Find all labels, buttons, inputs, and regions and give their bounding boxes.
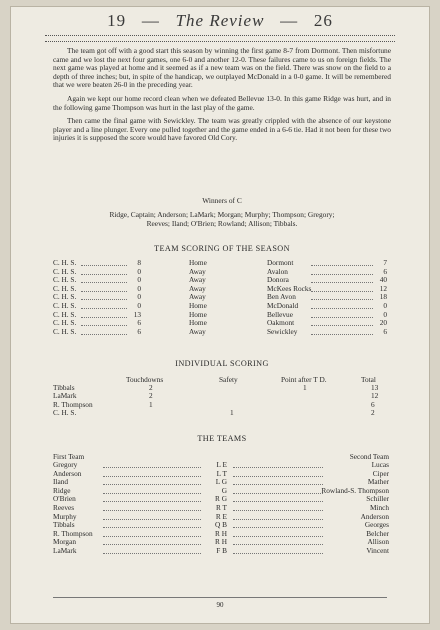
header-left-number: 19 (107, 11, 127, 30)
first-team-player: Murphy (53, 511, 77, 521)
footer-rule (53, 597, 387, 598)
scorer-name: Tibbals (53, 383, 75, 392)
dot-leader (103, 547, 201, 554)
opponent-score: 12 (379, 283, 387, 293)
opponent-score: 0 (383, 309, 387, 319)
page-number: 90 (216, 601, 224, 609)
dot-leader (233, 478, 323, 485)
dot-leader (311, 319, 373, 326)
second-team-player: Belcher (366, 528, 389, 538)
score-place: Home (189, 318, 207, 328)
score-opponent: Avalon (267, 266, 288, 276)
dot-leader (81, 328, 127, 335)
score-place: Away (189, 275, 206, 285)
position: F B (216, 546, 227, 555)
second-team-player: Minch (369, 503, 389, 512)
paragraph-1: The team got off with a good start this season by winning the first game 8-7 from Dormont. Then misfortune came and we lost the next four games, one 6-0 and another 12-0. These failures came to us on foreign fields. The next game was played at home and it seemed as if a new team was on the field. There was snow on the field to a depth of three inches; but, in spite of the handicap, we outplayed McDonald in a 0-0 game. It will be remembered that we were beaten 26-0 in the preceding year. (53, 46, 391, 90)
header-rule (45, 35, 395, 42)
second-team-player: Rowland-S. Thompson (321, 485, 389, 495)
scorer-name: LaMark (53, 391, 77, 401)
team-scoring-heading: TEAM SCORING OF THE SEASON (154, 244, 290, 253)
score-value: 13 (133, 309, 141, 319)
position: L G (215, 477, 227, 487)
dot-leader (103, 470, 201, 477)
score-value: 0 (137, 275, 141, 285)
scorer-name: R. Thompson (53, 399, 93, 409)
second-team-player: Lucas (371, 460, 389, 469)
dot-leader (311, 328, 373, 335)
page-header (11, 11, 429, 31)
dot-leader (311, 285, 373, 292)
score-team: C. H. S. (53, 275, 77, 285)
score-value: 6 (137, 318, 141, 328)
first-team-player: Anderson (53, 468, 82, 478)
first-team-player: Gregory (53, 460, 78, 469)
article-body (53, 47, 391, 148)
dot-leader (103, 513, 201, 520)
opponent-score: 20 (379, 318, 387, 328)
safety-header: Safety (219, 375, 238, 384)
score-opponent: Ben Avon (267, 292, 296, 302)
dot-leader (81, 276, 127, 283)
score-value: 0 (137, 301, 141, 310)
score-place: Home (189, 301, 207, 310)
score-team: C. H. S. (53, 292, 77, 302)
score-place: Home (189, 309, 207, 319)
dot-leader (311, 302, 373, 309)
position: R H (215, 537, 227, 547)
second-team-player: Anderson (360, 511, 389, 521)
scorer-pat: 1 (303, 383, 307, 392)
opponent-score: 0 (383, 301, 387, 310)
score-value: 0 (137, 266, 141, 276)
dot-leader (233, 495, 323, 502)
touchdowns-header: Touchdowns (126, 375, 164, 384)
scorer-total: 13 (371, 383, 379, 392)
dot-leader (81, 293, 127, 300)
dot-leader (233, 538, 323, 545)
dot-leader (233, 513, 323, 520)
header-dash-right: — (280, 11, 299, 30)
scorer-td: 2 (149, 383, 153, 392)
second-team-label: Second Team (349, 452, 389, 461)
position: G (221, 485, 227, 495)
scorer-safety: 1 (230, 408, 234, 418)
score-place: Away (189, 292, 206, 302)
dot-leader (103, 461, 201, 468)
first-team-player: LaMark (53, 546, 77, 555)
dot-leader (103, 530, 201, 537)
header-dash-left: — (141, 11, 160, 30)
first-team-player: Tibbals (53, 520, 75, 530)
second-team-player: Allison (367, 537, 389, 547)
second-team-player: Georges (364, 520, 389, 530)
dot-leader (233, 487, 323, 494)
first-team-player: R. Thompson (53, 528, 93, 538)
score-opponent: Donora (267, 275, 289, 285)
teams-heading: THE TEAMS (197, 434, 247, 443)
paragraph-2: Again we kept our home record clean when we defeated Bellevue 13-0. In this game Ridge was hurt, and in the following game Thompson was hurt in the last play of the game. (53, 93, 391, 112)
dot-leader (81, 302, 127, 309)
dot-leader (103, 504, 201, 511)
opponent-score: 6 (383, 326, 387, 336)
dot-leader (311, 311, 373, 318)
scorer-total: 6 (371, 399, 375, 409)
first-team-player: O'Brien (53, 494, 76, 504)
first-team-player: Morgan (53, 537, 76, 547)
score-opponent: Bellevue (267, 309, 293, 319)
score-value: 8 (137, 258, 141, 267)
scorer-td: 1 (149, 399, 153, 409)
first-team-player: Ridge (53, 485, 71, 495)
score-opponent: McKees Rocks (267, 283, 312, 293)
dot-leader (233, 530, 323, 537)
score-opponent: Dormont (267, 258, 294, 267)
position: R E (215, 511, 227, 521)
dot-leader (103, 495, 201, 502)
score-team: C. H. S. (53, 326, 77, 336)
score-value: 0 (137, 283, 141, 293)
total-header: Total (361, 375, 376, 384)
dot-leader (81, 268, 127, 275)
dot-leader (311, 259, 373, 266)
score-place: Home (189, 258, 207, 267)
dot-leader (81, 259, 127, 266)
second-team-player: Ciper (372, 468, 389, 478)
score-team: C. H. S. (53, 301, 77, 310)
second-team-player: Schiller (366, 494, 389, 504)
scorer-total: 2 (371, 408, 375, 418)
opponent-score: 18 (379, 292, 387, 302)
score-team: C. H. S. (53, 309, 77, 319)
dot-leader (81, 319, 127, 326)
second-team-player: Vincent (366, 546, 389, 555)
position: R T (215, 503, 227, 512)
dot-leader (311, 276, 373, 283)
score-value: 0 (137, 292, 141, 302)
score-opponent: Sewickley (267, 326, 298, 336)
score-place: Away (189, 266, 206, 276)
winners-line-2: Reeves; Iland; O'Brien; Rowland; Allison; Tibbals. (146, 219, 298, 228)
dot-leader (233, 504, 323, 511)
position: R G (215, 494, 227, 504)
dot-leader (311, 268, 373, 275)
score-team: C. H. S. (53, 266, 77, 276)
header-title: The Review (175, 11, 265, 30)
second-team-player: Mather (367, 477, 389, 487)
dot-leader (81, 285, 127, 292)
first-team-label: First Team (53, 452, 85, 461)
winners-line-1: Ridge, Captain; Anderson; LaMark; Morgan; Murphy; Thompson; Gregory; (109, 210, 335, 219)
score-team: C. H. S. (53, 258, 77, 267)
dot-leader (81, 311, 127, 318)
header-right-number: 26 (313, 11, 333, 30)
scorer-td: 2 (149, 391, 153, 401)
score-place: Away (189, 283, 206, 293)
dot-leader (233, 547, 323, 554)
score-opponent: McDonald (267, 301, 299, 310)
dot-leader (233, 470, 323, 477)
dot-leader (233, 521, 323, 528)
position: R H (215, 528, 227, 538)
position: Q B (215, 520, 227, 530)
dot-leader (233, 461, 323, 468)
scorer-total: 12 (371, 391, 379, 401)
dot-leader (311, 293, 373, 300)
first-team-player: Iland (53, 477, 68, 487)
opponent-score: 40 (379, 275, 387, 285)
opponent-score: 7 (383, 258, 387, 267)
opponent-score: 6 (383, 266, 387, 276)
score-place: Away (189, 326, 206, 336)
dot-leader (103, 478, 201, 485)
page (10, 6, 430, 624)
individual-scoring-heading: INDIVIDUAL SCORING (175, 359, 269, 368)
position: L E (216, 460, 227, 469)
dot-leader (103, 521, 201, 528)
score-team: C. H. S. (53, 318, 77, 328)
score-value: 6 (137, 326, 141, 336)
scorer-name: C. H. S. (53, 408, 77, 418)
point-after-td-header: Point after T D. (281, 375, 327, 384)
winners-title: Winners of C (202, 196, 242, 205)
first-team-player: Reeves (53, 503, 75, 512)
dot-leader (103, 538, 201, 545)
position: L T (216, 468, 227, 478)
score-team: C. H. S. (53, 283, 77, 293)
score-opponent: Oakmont (267, 318, 295, 328)
paragraph-3: Then came the final game with Sewickley. The team was greatly crippled with the absence of our keystone player and a line plunger. Every one pulled together and the game ended in a 6-6 tie. Had it not been for these two injuries it is supposed the score would have favored Old Cory. (53, 116, 391, 143)
dot-leader (103, 487, 201, 494)
